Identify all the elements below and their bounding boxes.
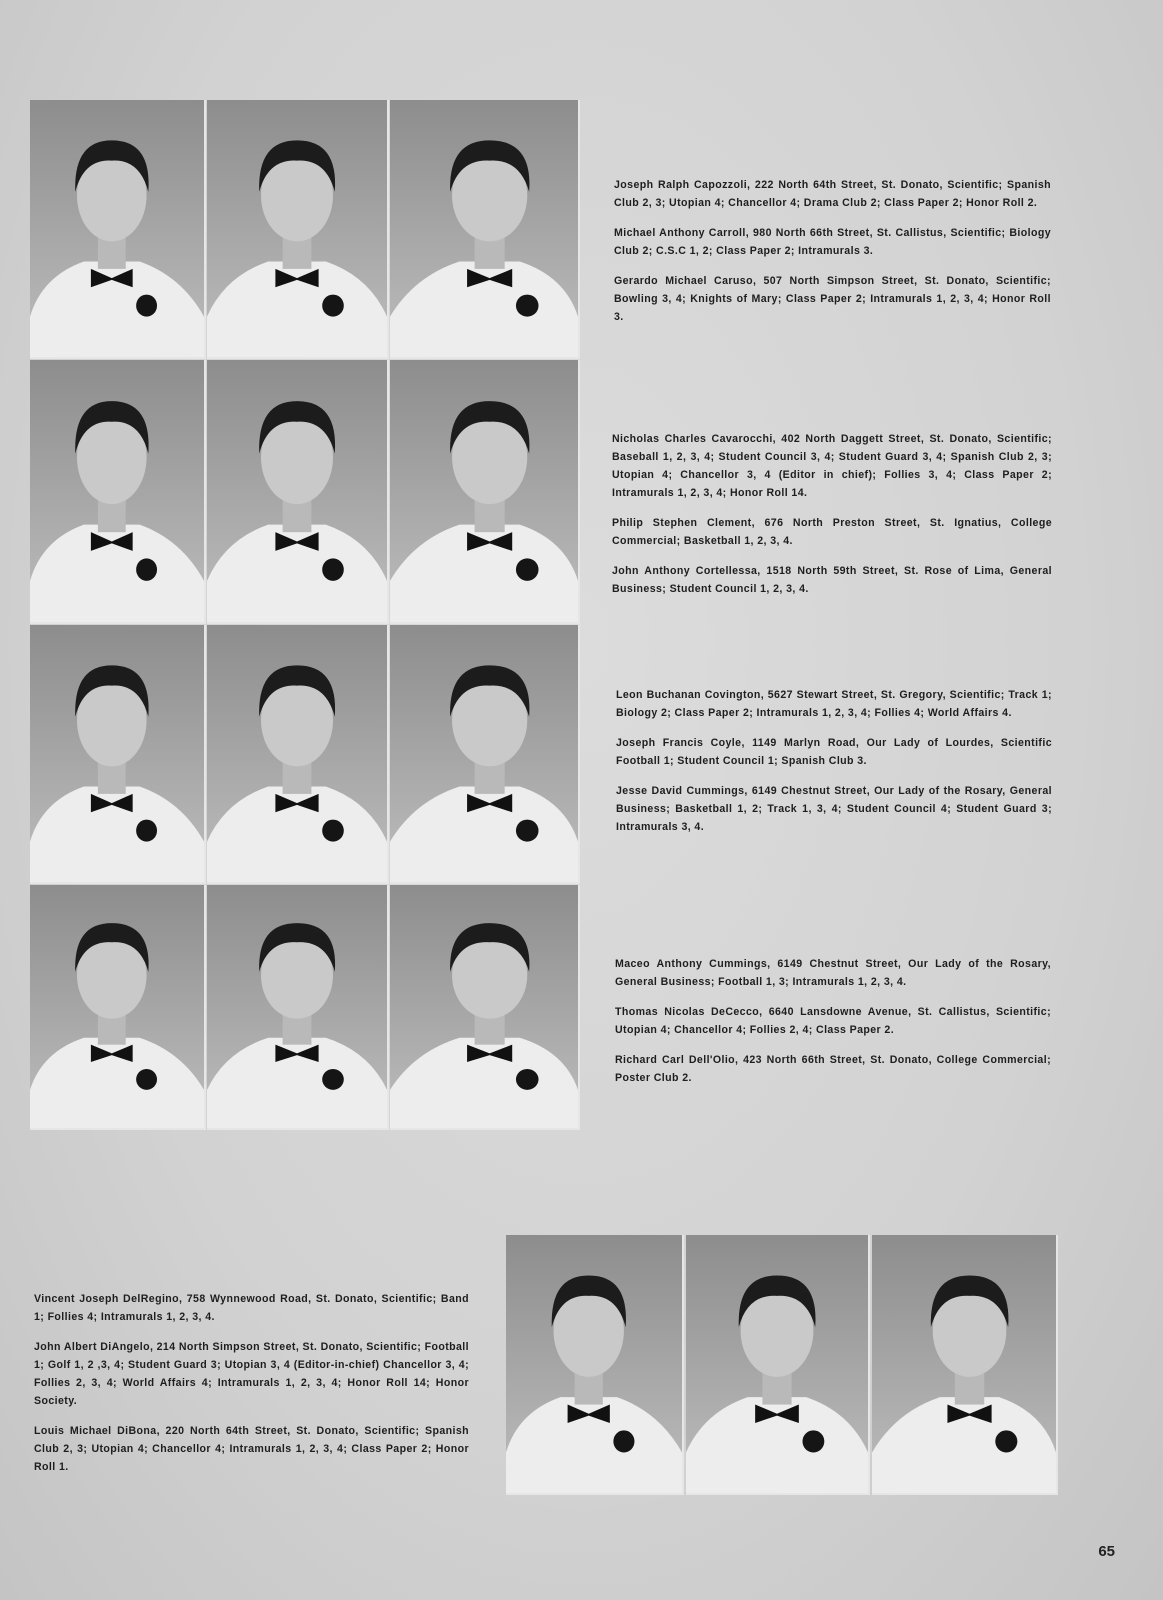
portrait-silhouette — [506, 1235, 682, 1493]
portrait-silhouette — [30, 360, 204, 622]
student-bio: Vincent Joseph DelRegino, 758 Wynnewood Road, St. Donato, Scientific; Band 1; Follies 4; Intramurals 1, 2, 3, 4. — [34, 1293, 469, 1323]
student-bio: Joseph Ralph Capozzoli, 222 North 64th Street, St. Donato, Scientific; Spanish Club 2, 3; Utopian 4; Chancellor 4; Drama Club 2; Class Paper 2; Honor Roll 2. — [614, 179, 1051, 209]
portrait-photo — [30, 885, 206, 1130]
bio-group-5 — [34, 1290, 469, 1488]
portrait-photo — [30, 625, 206, 884]
portrait-silhouette — [207, 360, 387, 622]
student-bio: Michael Anthony Carroll, 980 North 66th Street, St. Callistus, Scientific; Biology Club 2; C.S.C 1, 2; Class Paper 2; Intramurals 3. — [614, 227, 1051, 257]
portrait-photo — [390, 625, 580, 884]
student-bio: Maceo Anthony Cummings, 6149 Chestnut Street, Our Lady of the Rosary, General Business; Football 1, 3; Intramurals 1, 2, 3, 4. — [615, 958, 1051, 988]
portrait-silhouette — [207, 100, 387, 357]
portrait-silhouette — [30, 885, 204, 1128]
student-bio: Philip Stephen Clement, 676 North Preston Street, St. Ignatius, College Commercial; Basketball 1, 2, 3, 4. — [612, 517, 1052, 547]
portrait-photo — [686, 1235, 870, 1495]
portrait-silhouette — [390, 625, 578, 882]
portrait-silhouette — [207, 885, 387, 1128]
student-bio: Leon Buchanan Covington, 5627 Stewart Street, St. Gregory, Scientific; Track 1; Biology 2; Class Paper 2; Intramurals 1, 2, 3, 4; Follies 4; World Affairs 4. — [616, 689, 1052, 719]
student-bio: John Anthony Cortellessa, 1518 North 59th Street, St. Rose of Lima, General Business; Student Council 1, 2, 3, 4. — [612, 565, 1052, 595]
portrait-photo — [506, 1235, 684, 1495]
portrait-silhouette — [390, 885, 578, 1128]
student-bio: Gerardo Michael Caruso, 507 North Simpson Street, St. Donato, Scientific; Bowling 3, 4; Knights of Mary; Class Paper 2; Intramurals 1, 2, 3, 4; Honor Roll 3. — [614, 275, 1051, 323]
student-bio: Louis Michael DiBona, 220 North 64th Street, St. Donato, Scientific; Spanish Club 2, 3; Utopian 4; Chancellor 4; Intramurals 1, 2, 3, 4; Class Paper 2; Honor Roll 1. — [34, 1425, 469, 1473]
student-bio: Richard Carl Dell'Olio, 423 North 66th Street, St. Donato, College Commercial; Poster Club 2. — [615, 1054, 1051, 1084]
portrait-silhouette — [686, 1235, 868, 1493]
bio-group-1 — [614, 176, 1051, 338]
portrait-photo — [390, 100, 580, 359]
portrait-photo — [30, 100, 206, 359]
student-bio: Joseph Francis Coyle, 1149 Marlyn Road, Our Lady of Lourdes, Scientific Football 1; Student Council 1; Spanish Club 3. — [616, 737, 1052, 767]
portrait-silhouette — [390, 100, 578, 357]
portrait-photo — [207, 625, 389, 884]
portrait-photo — [872, 1235, 1058, 1495]
portrait-photo — [390, 885, 580, 1130]
portrait-photo — [207, 885, 389, 1130]
student-bio: Thomas Nicolas DeCecco, 6640 Lansdowne Avenue, St. Callistus, Scientific; Utopian 4; Chancellor 4; Follies 2, 4; Class Paper 2. — [615, 1006, 1051, 1036]
page-number: 65 — [1098, 1543, 1115, 1560]
student-bio: John Albert DiAngelo, 214 North Simpson Street, St. Donato, Scientific; Football 1; Golf 1, 2 ,3, 4; Student Guard 3; Utopian 3, 4 (Editor-in-chief) Chancellor 3, 4; Follies 2, 3, 4; World Affairs 4; Intramurals 1, 2, 3, 4; Honor Roll 14; Honor Society. — [34, 1341, 469, 1407]
portrait-silhouette — [30, 625, 204, 882]
bio-group-3 — [616, 686, 1052, 848]
portrait-photo — [207, 100, 389, 359]
bio-group-4 — [615, 955, 1051, 1099]
portrait-silhouette — [872, 1235, 1056, 1493]
student-bio: Jesse David Cummings, 6149 Chestnut Street, Our Lady of the Rosary, General Business; Basketball 1, 2; Track 1, 3, 4; Student Council 4; Student Guard 3; Intramurals 3, 4. — [616, 785, 1052, 833]
student-bio: Nicholas Charles Cavarocchi, 402 North Daggett Street, St. Donato, Scientific; Baseball 1, 2, 3, 4; Student Council 3, 4; Student Guard 3, 4; Spanish Club 2, 3; Utopian 4; Chancellor 3, 4 (Editor in chief); Follies 3, 4; Class Paper 2; Intramurals 1, 2, 3, 4; Honor Roll 14. — [612, 433, 1052, 499]
portrait-photo — [390, 360, 580, 624]
portrait-silhouette — [30, 100, 204, 357]
portrait-silhouette — [207, 625, 387, 882]
bio-group-2 — [612, 430, 1052, 610]
portrait-photo — [207, 360, 389, 624]
portrait-photo — [30, 360, 206, 624]
portrait-silhouette — [390, 360, 578, 622]
